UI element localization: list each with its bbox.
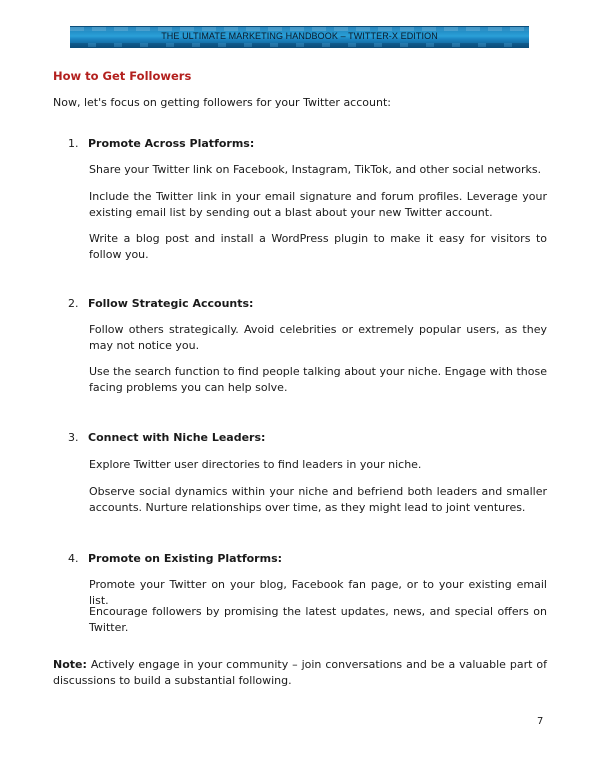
paragraph: Promote your Twitter on your blog, Facebook fan page, or to your existing email list. bbox=[89, 578, 547, 607]
list-item-number: 2. bbox=[68, 297, 79, 310]
note-label: Note: bbox=[53, 658, 87, 671]
paragraph: Observe social dynamics within your niche and befriend both leaders and smaller accounts. Nurture relationships over time, as they might lead to joint ventures. bbox=[89, 485, 547, 514]
paragraph: Encourage followers by promising the latest updates, news, and special offers on Twitter. bbox=[89, 605, 547, 634]
paragraph: Use the search function to find people talking about your niche. Engage with those facing problems you can help solve. bbox=[89, 365, 547, 394]
paragraph: Share your Twitter link on Facebook, Instagram, TikTok, and other social networks. bbox=[89, 163, 542, 176]
list-item-number: 1. bbox=[68, 137, 79, 150]
note-paragraph bbox=[53, 657, 547, 689]
list-item-number: 3. bbox=[68, 431, 79, 444]
paragraph: Explore Twitter user directories to find leaders in your niche. bbox=[89, 458, 422, 471]
list-item-title: Connect with Niche Leaders: bbox=[88, 431, 266, 444]
paragraph: Include the Twitter link in your email signature and forum profiles. Leverage your existing email list by sending out a blast about your new Twitter account. bbox=[89, 190, 547, 219]
list-item-number: 4. bbox=[68, 552, 79, 565]
list-item-title: Follow Strategic Accounts: bbox=[88, 297, 254, 310]
list-item-title: Promote on Existing Platforms: bbox=[88, 552, 283, 565]
list-item-heading bbox=[68, 552, 282, 565]
list-item-heading bbox=[68, 137, 254, 150]
header-banner bbox=[70, 26, 529, 48]
section-intro: Now, let's focus on getting followers for your Twitter account: bbox=[53, 96, 391, 109]
list-item-heading bbox=[68, 297, 253, 310]
list-item-heading bbox=[68, 431, 265, 444]
header-banner-text: THE ULTIMATE MARKETING HANDBOOK – TWITTER-X EDITION bbox=[161, 31, 438, 41]
section-title: How to Get Followers bbox=[53, 69, 192, 83]
list-item-title: Promote Across Platforms: bbox=[88, 137, 255, 150]
paragraph: Follow others strategically. Avoid celebrities or extremely popular users, as they may not notice you. bbox=[89, 323, 547, 352]
page-number: 7 bbox=[537, 716, 544, 727]
paragraph: Write a blog post and install a WordPress plugin to make it easy for visitors to follow you. bbox=[89, 232, 547, 261]
note-text: Actively engage in your community – join conversations and be a valuable part of discussions to build a substantial following. bbox=[53, 658, 547, 687]
